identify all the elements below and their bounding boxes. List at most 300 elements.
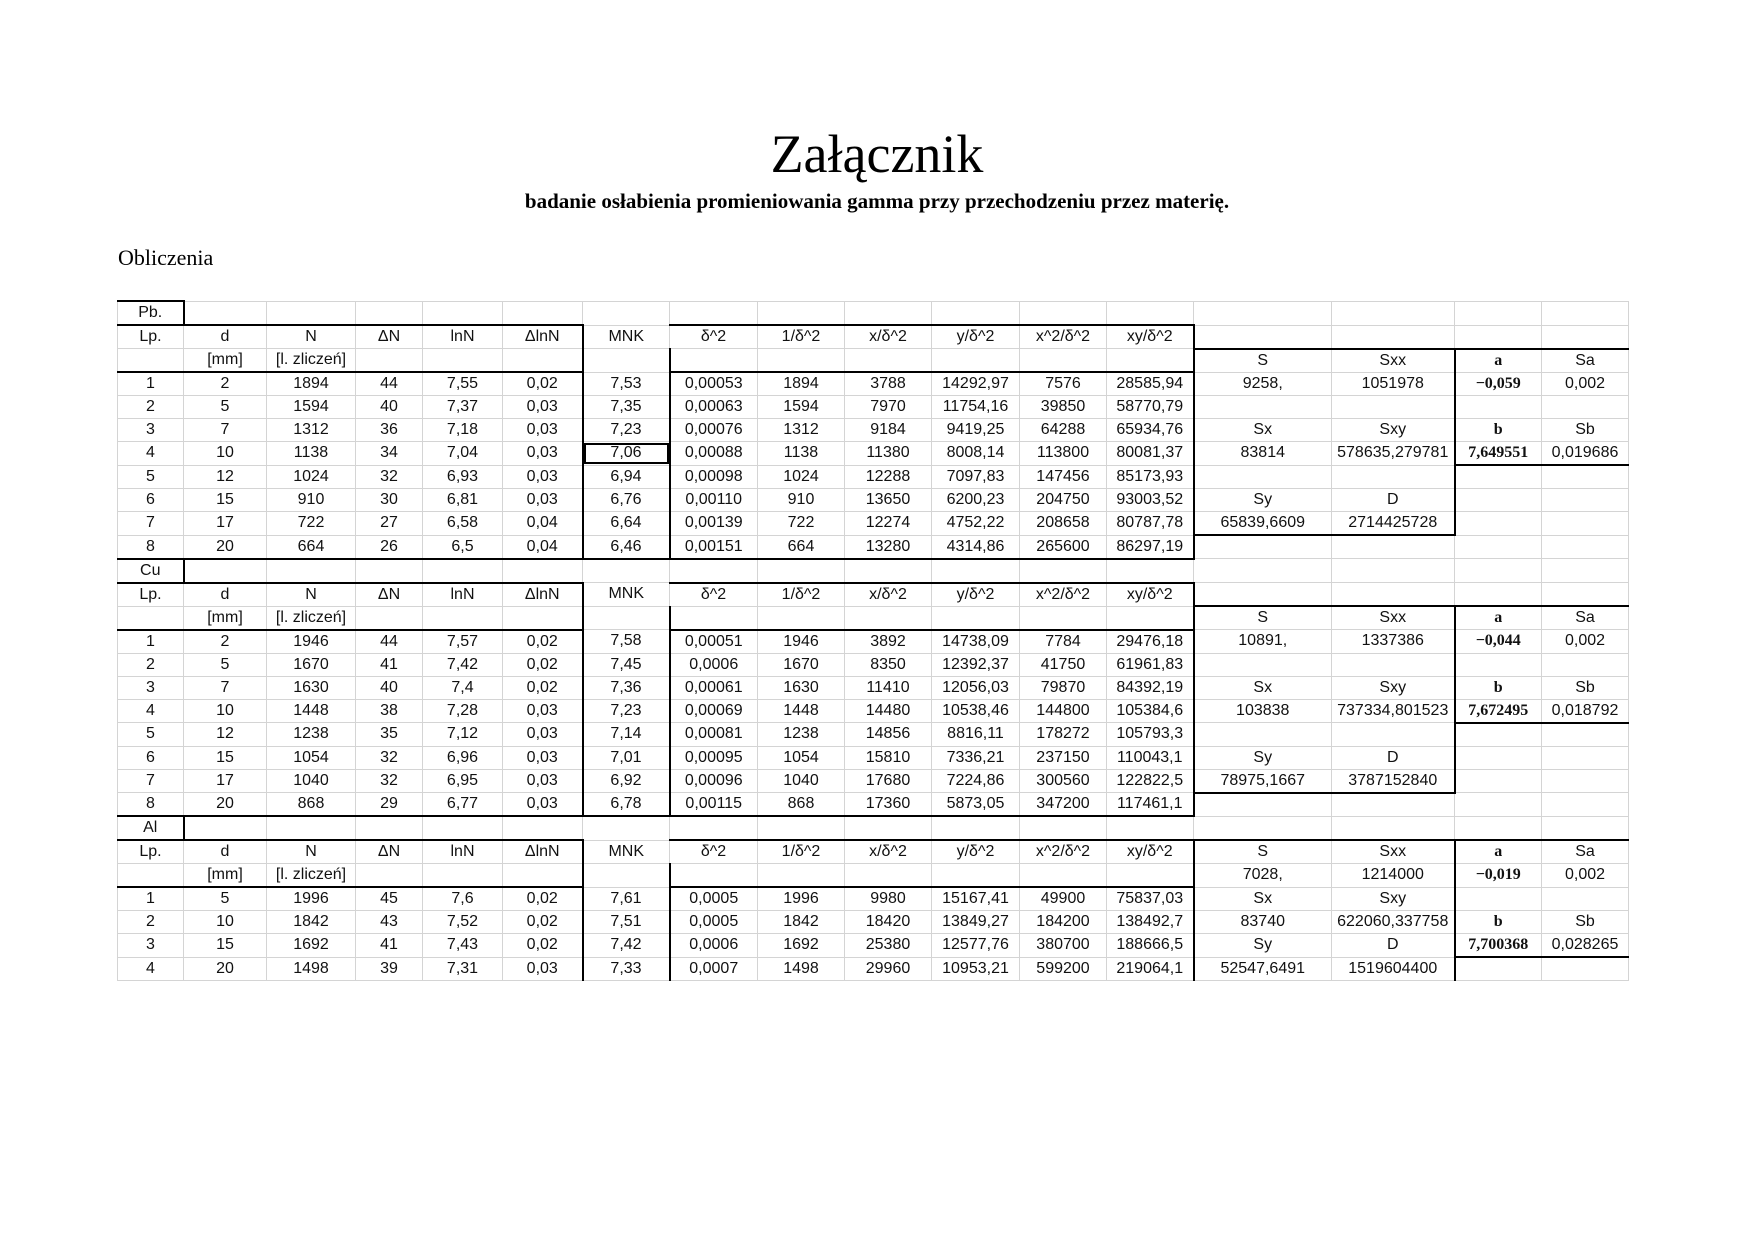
data-cell[interactable]: 20 [184,793,267,817]
stat-label-a[interactable]: a [1455,606,1542,630]
data-cell[interactable]: 27 [356,512,423,536]
data-cell[interactable]: 1312 [758,419,845,442]
data-cell[interactable]: 0,03 [503,442,583,466]
data-cell[interactable]: 0,00053 [670,372,758,396]
stat-label-d[interactable]: D [1332,489,1455,512]
data-cell[interactable]: 12577,76 [932,934,1020,958]
data-cell[interactable]: 2 [118,396,184,419]
empty-cell[interactable] [1455,653,1542,676]
data-cell[interactable]: 41750 [1020,653,1107,676]
empty-cell[interactable] [1020,559,1107,583]
data-cell[interactable]: 0,00063 [670,396,758,419]
empty-cell[interactable] [503,864,583,888]
empty-cell[interactable] [1194,301,1332,325]
empty-cell[interactable] [932,301,1020,325]
data-cell[interactable]: 39 [356,957,423,981]
data-cell[interactable]: 0,00115 [670,793,758,817]
data-cell[interactable]: 7,18 [423,419,503,442]
data-cell[interactable]: 17360 [845,793,932,817]
data-cell[interactable]: 10 [184,699,267,723]
stat-label-s[interactable]: S [1194,349,1332,373]
empty-cell[interactable] [1020,606,1107,630]
data-cell[interactable]: 15 [184,934,267,958]
data-cell[interactable]: 1448 [267,699,356,723]
stat-label-sxx[interactable]: Sxx [1332,840,1455,864]
data-cell[interactable]: 1692 [267,934,356,958]
column-header[interactable]: x^2/δ^2 [1020,325,1107,349]
data-cell[interactable]: 43 [356,911,423,934]
column-header[interactable]: y/δ^2 [932,840,1020,864]
column-header[interactable]: δ^2 [670,583,758,607]
data-cell[interactable]: 0,00139 [670,512,758,536]
empty-cell[interactable] [1455,559,1542,583]
data-cell[interactable]: 5 [118,465,184,489]
column-header[interactable]: ΔN [356,583,423,607]
empty-cell[interactable] [1332,583,1455,607]
data-cell[interactable]: 664 [758,535,845,559]
data-cell[interactable]: 0,0006 [670,653,758,676]
data-cell[interactable]: 7,58 [583,630,670,654]
data-cell[interactable]: 61961,83 [1107,653,1194,676]
stat-value-d[interactable]: 2714425728 [1332,512,1455,536]
data-cell[interactable]: 11754,16 [932,396,1020,419]
empty-cell[interactable] [1194,653,1332,676]
stat-value-d[interactable]: 1519604400 [1332,957,1455,981]
empty-cell[interactable] [1542,559,1629,583]
empty-cell[interactable] [1020,349,1107,373]
stat-label-a[interactable]: a [1455,840,1542,864]
stat-value-sa[interactable]: 0,002 [1542,630,1629,654]
data-cell[interactable]: 0,02 [503,676,583,699]
empty-cell[interactable] [1455,489,1542,512]
empty-cell[interactable] [423,864,503,888]
data-cell[interactable]: 12056,03 [932,676,1020,699]
stat-value-a[interactable]: −0,044 [1455,630,1542,654]
unit-n[interactable]: [l. zliczeń] [267,864,356,888]
empty-cell[interactable] [1542,512,1629,536]
data-cell[interactable]: 17 [184,769,267,793]
data-cell[interactable]: 85173,93 [1107,465,1194,489]
stat-label-sxx[interactable]: Sxx [1332,349,1455,373]
data-cell[interactable]: 7,14 [583,723,670,747]
empty-cell[interactable] [503,816,583,840]
empty-cell[interactable] [503,349,583,373]
data-cell[interactable]: 1692 [758,934,845,958]
data-cell[interactable]: 178272 [1020,723,1107,747]
stat-value-s[interactable]: 9258, [1194,372,1332,396]
stat-label-sb[interactable]: Sb [1542,419,1629,442]
data-cell[interactable]: 7 [184,676,267,699]
data-cell[interactable]: 0,03 [503,419,583,442]
column-header[interactable]: MNK [583,583,670,607]
stat-label-s[interactable]: S [1194,840,1332,864]
unit-n[interactable]: [l. zliczeń] [267,606,356,630]
data-cell[interactable]: 300560 [1020,769,1107,793]
data-cell[interactable]: 14856 [845,723,932,747]
data-cell[interactable]: 0,0005 [670,911,758,934]
data-cell[interactable]: 0,03 [503,957,583,981]
empty-cell[interactable] [583,349,670,373]
data-cell[interactable]: 32 [356,769,423,793]
empty-cell[interactable] [503,559,583,583]
data-cell[interactable]: 1 [118,630,184,654]
empty-cell[interactable] [932,606,1020,630]
column-header[interactable]: MNK [583,325,670,349]
data-cell[interactable]: 1498 [267,957,356,981]
empty-cell[interactable] [670,606,758,630]
empty-cell[interactable] [1542,653,1629,676]
data-cell[interactable]: 122822,5 [1107,769,1194,793]
data-cell[interactable]: 1670 [267,653,356,676]
empty-cell[interactable] [1455,583,1542,607]
data-cell[interactable]: 11410 [845,676,932,699]
data-cell[interactable]: 40 [356,676,423,699]
data-cell[interactable]: 1946 [267,630,356,654]
unit-d[interactable]: [mm] [184,864,267,888]
data-cell[interactable]: 29476,18 [1107,630,1194,654]
stat-value-b[interactable]: 7,700368 [1455,934,1542,958]
data-cell[interactable]: 7,12 [423,723,503,747]
unit-n[interactable]: [l. zliczeń] [267,349,356,373]
data-cell[interactable]: 1894 [758,372,845,396]
data-cell[interactable]: 6,76 [583,489,670,512]
data-cell[interactable]: 7,04 [423,442,503,466]
data-cell[interactable]: 6,77 [423,793,503,817]
empty-cell[interactable] [1542,723,1629,747]
empty-cell[interactable] [1194,583,1332,607]
data-cell[interactable]: 7097,83 [932,465,1020,489]
data-cell[interactable]: 5 [184,887,267,911]
stat-value-sx[interactable]: 103838 [1194,699,1332,723]
data-cell[interactable]: 1024 [267,465,356,489]
data-cell[interactable]: 3892 [845,630,932,654]
empty-cell[interactable] [1332,396,1455,419]
data-cell[interactable]: 0,04 [503,512,583,536]
data-cell[interactable]: 105384,6 [1107,699,1194,723]
empty-cell[interactable] [1332,793,1455,817]
stat-label-sy[interactable]: Sy [1194,934,1332,958]
data-cell[interactable]: 10 [184,911,267,934]
data-cell[interactable]: 5 [118,723,184,747]
empty-cell[interactable] [1455,887,1542,911]
column-header[interactable]: y/δ^2 [932,583,1020,607]
data-cell[interactable]: 12 [184,723,267,747]
data-cell[interactable]: 80787,78 [1107,512,1194,536]
data-cell[interactable]: 6,46 [583,535,670,559]
empty-cell[interactable] [583,301,670,325]
data-cell[interactable]: 1138 [267,442,356,466]
al-material-label[interactable]: Al [118,816,184,840]
empty-cell[interactable] [1455,746,1542,769]
empty-cell[interactable] [423,301,503,325]
data-cell[interactable]: 3788 [845,372,932,396]
column-header[interactable]: xy/δ^2 [1107,325,1194,349]
empty-cell[interactable] [1332,723,1455,747]
data-cell[interactable]: 910 [758,489,845,512]
data-cell[interactable]: 1138 [758,442,845,466]
data-cell[interactable]: 0,0005 [670,887,758,911]
empty-cell[interactable] [356,606,423,630]
stat-value-a[interactable]: −0,019 [1455,864,1542,888]
data-cell[interactable]: 0,03 [503,769,583,793]
empty-cell[interactable] [758,816,845,840]
empty-cell[interactable] [1455,793,1542,817]
data-cell[interactable]: 0,00096 [670,769,758,793]
data-cell[interactable]: 44 [356,630,423,654]
data-cell[interactable]: 8816,11 [932,723,1020,747]
column-header[interactable]: δ^2 [670,325,758,349]
empty-cell[interactable] [184,816,267,840]
stat-value-sxy[interactable]: 737334,801523 [1332,699,1455,723]
data-cell[interactable]: 86297,19 [1107,535,1194,559]
data-cell[interactable]: 17 [184,512,267,536]
data-cell[interactable]: 10953,21 [932,957,1020,981]
stat-label-sy[interactable]: Sy [1194,746,1332,769]
data-cell[interactable]: 28585,94 [1107,372,1194,396]
data-cell[interactable]: 6,58 [423,512,503,536]
data-cell[interactable]: 79870 [1020,676,1107,699]
data-cell[interactable]: 1448 [758,699,845,723]
empty-cell[interactable] [932,349,1020,373]
data-cell[interactable]: 1 [118,372,184,396]
data-cell[interactable]: 6,96 [423,746,503,769]
data-cell[interactable]: 7,52 [423,911,503,934]
stat-value-sy[interactable]: 52547,6491 [1194,957,1332,981]
empty-cell[interactable] [758,864,845,888]
data-cell[interactable]: 25380 [845,934,932,958]
data-cell[interactable]: 6,94 [583,465,670,489]
empty-cell[interactable] [1332,559,1455,583]
empty-cell[interactable] [1107,301,1194,325]
data-cell[interactable]: 15167,41 [932,887,1020,911]
data-cell[interactable]: 12274 [845,512,932,536]
data-cell[interactable]: 11380 [845,442,932,466]
data-cell[interactable]: 4752,22 [932,512,1020,536]
data-cell[interactable]: 6 [118,746,184,769]
column-header[interactable]: d [184,583,267,607]
data-cell[interactable]: 7,23 [583,699,670,723]
data-cell[interactable]: 7224,86 [932,769,1020,793]
data-cell[interactable]: 0,03 [503,699,583,723]
empty-cell[interactable] [503,301,583,325]
stat-label-sb[interactable]: Sb [1542,911,1629,934]
column-header[interactable]: x/δ^2 [845,840,932,864]
empty-cell[interactable] [1194,559,1332,583]
data-cell[interactable]: 599200 [1020,957,1107,981]
empty-cell[interactable] [1455,816,1542,840]
empty-cell[interactable] [1194,535,1332,559]
stat-label-sx[interactable]: Sx [1194,676,1332,699]
data-cell[interactable]: 41 [356,934,423,958]
column-header[interactable]: Lp. [118,840,184,864]
empty-cell[interactable] [423,349,503,373]
data-cell[interactable]: 18420 [845,911,932,934]
stat-label-sa[interactable]: Sa [1542,349,1629,373]
empty-cell[interactable] [1107,816,1194,840]
stat-label-sb[interactable]: Sb [1542,676,1629,699]
data-cell[interactable]: 0,0007 [670,957,758,981]
data-cell[interactable]: 1894 [267,372,356,396]
column-header[interactable]: ΔlnN [503,325,583,349]
empty-cell[interactable] [1542,396,1629,419]
data-cell[interactable]: 1630 [758,676,845,699]
empty-cell[interactable] [1194,396,1332,419]
stat-label-sxy[interactable]: Sxy [1332,887,1455,911]
data-cell[interactable]: 1040 [267,769,356,793]
data-cell[interactable]: 14480 [845,699,932,723]
data-cell[interactable]: 4 [118,957,184,981]
data-cell[interactable]: 664 [267,535,356,559]
data-cell[interactable]: 0,00069 [670,699,758,723]
data-cell[interactable]: 722 [758,512,845,536]
data-cell[interactable]: 6,81 [423,489,503,512]
column-header[interactable]: y/δ^2 [932,325,1020,349]
data-cell[interactable]: 0,02 [503,911,583,934]
empty-cell[interactable] [583,816,670,840]
data-cell[interactable]: 32 [356,746,423,769]
column-header[interactable]: 1/δ^2 [758,325,845,349]
data-cell[interactable]: 8350 [845,653,932,676]
data-cell[interactable]: 2 [184,372,267,396]
data-cell[interactable]: 110043,1 [1107,746,1194,769]
cu-material-label[interactable]: Cu [118,559,184,583]
column-header[interactable]: d [184,840,267,864]
data-cell[interactable]: 147456 [1020,465,1107,489]
empty-cell[interactable] [1542,489,1629,512]
empty-cell[interactable] [267,816,356,840]
empty-cell[interactable] [583,606,670,630]
stat-label-d[interactable]: D [1332,746,1455,769]
data-cell[interactable]: 0,00061 [670,676,758,699]
data-cell[interactable]: 7,37 [423,396,503,419]
stat-value-sy[interactable]: 65839,6609 [1194,512,1332,536]
empty-cell[interactable] [670,559,758,583]
data-cell[interactable]: 105793,3 [1107,723,1194,747]
empty-cell[interactable] [1194,465,1332,489]
empty-cell[interactable] [1332,653,1455,676]
empty-cell[interactable] [1542,746,1629,769]
empty-cell[interactable] [1455,957,1542,981]
data-cell[interactable]: 9980 [845,887,932,911]
empty-cell[interactable] [1542,301,1629,325]
data-cell[interactable]: 3 [118,934,184,958]
stat-label-b[interactable]: b [1455,911,1542,934]
data-cell[interactable]: 84392,19 [1107,676,1194,699]
data-cell[interactable]: 4314,86 [932,535,1020,559]
data-cell[interactable]: 12288 [845,465,932,489]
data-cell[interactable]: 2 [118,911,184,934]
empty-cell[interactable] [583,864,670,888]
data-cell[interactable]: 10 [184,442,267,466]
data-cell[interactable]: 4 [118,442,184,466]
data-cell[interactable]: 13849,27 [932,911,1020,934]
stat-value-sb[interactable]: 0,019686 [1542,442,1629,466]
empty-cell[interactable] [1455,325,1542,349]
empty-cell[interactable] [1194,325,1332,349]
column-header[interactable]: xy/δ^2 [1107,840,1194,864]
data-cell[interactable]: 14738,09 [932,630,1020,654]
data-cell[interactable]: 347200 [1020,793,1107,817]
data-cell[interactable]: 0,03 [503,396,583,419]
stat-label-sxy[interactable]: Sxy [1332,419,1455,442]
data-cell[interactable]: 15 [184,746,267,769]
empty-cell[interactable] [184,559,267,583]
data-cell[interactable]: 7,53 [583,372,670,396]
data-cell[interactable]: 7,43 [423,934,503,958]
data-cell[interactable]: 1630 [267,676,356,699]
data-cell[interactable]: 380700 [1020,934,1107,958]
data-cell[interactable]: 6,92 [583,769,670,793]
data-cell[interactable]: 0,02 [503,887,583,911]
empty-cell[interactable] [845,816,932,840]
stat-value-sx[interactable]: 83740 [1194,911,1332,934]
data-cell[interactable]: 29 [356,793,423,817]
column-header[interactable]: 1/δ^2 [758,583,845,607]
empty-cell[interactable] [1455,723,1542,747]
data-cell[interactable]: 0,0006 [670,934,758,958]
column-header[interactable]: ΔN [356,840,423,864]
column-header[interactable]: x^2/δ^2 [1020,840,1107,864]
stat-label-a[interactable]: a [1455,349,1542,373]
data-cell[interactable]: 45 [356,887,423,911]
data-cell[interactable]: 1498 [758,957,845,981]
data-cell[interactable]: 184200 [1020,911,1107,934]
data-cell[interactable]: 0,03 [503,465,583,489]
data-cell[interactable]: 265600 [1020,535,1107,559]
stat-value-a[interactable]: −0,059 [1455,372,1542,396]
data-cell[interactable]: 7,06 [583,442,670,466]
column-header[interactable]: δ^2 [670,840,758,864]
data-cell[interactable]: 0,04 [503,535,583,559]
data-cell[interactable]: 38 [356,699,423,723]
stat-label-sa[interactable]: Sa [1542,606,1629,630]
empty-cell[interactable] [758,301,845,325]
data-cell[interactable]: 9184 [845,419,932,442]
empty-cell[interactable] [758,606,845,630]
data-cell[interactable]: 204750 [1020,489,1107,512]
data-cell[interactable]: 1312 [267,419,356,442]
column-header[interactable]: ΔlnN [503,840,583,864]
empty-cell[interactable] [1542,816,1629,840]
data-cell[interactable]: 7,6 [423,887,503,911]
stat-value-sa[interactable]: 0,002 [1542,864,1629,888]
stat-value-s[interactable]: 10891, [1194,630,1332,654]
stat-label-sa[interactable]: Sa [1542,840,1629,864]
data-cell[interactable]: 34 [356,442,423,466]
data-cell[interactable]: 5 [184,653,267,676]
data-cell[interactable]: 7,42 [423,653,503,676]
empty-cell[interactable] [267,559,356,583]
empty-cell[interactable] [1020,301,1107,325]
empty-cell[interactable] [267,301,356,325]
column-header[interactable]: Lp. [118,325,184,349]
data-cell[interactable]: 35 [356,723,423,747]
empty-cell[interactable] [1455,465,1542,489]
empty-cell[interactable] [118,349,184,373]
data-cell[interactable]: 0,02 [503,653,583,676]
data-cell[interactable]: 80081,37 [1107,442,1194,466]
data-cell[interactable]: 208658 [1020,512,1107,536]
data-cell[interactable]: 6,93 [423,465,503,489]
data-cell[interactable]: 10538,46 [932,699,1020,723]
data-cell[interactable]: 722 [267,512,356,536]
stat-value-sb[interactable]: 0,018792 [1542,699,1629,723]
data-cell[interactable]: 1996 [267,887,356,911]
data-cell[interactable]: 58770,79 [1107,396,1194,419]
stat-value-b[interactable]: 7,649551 [1455,442,1542,466]
column-header[interactable]: ΔlnN [503,583,583,607]
data-cell[interactable]: 7336,21 [932,746,1020,769]
